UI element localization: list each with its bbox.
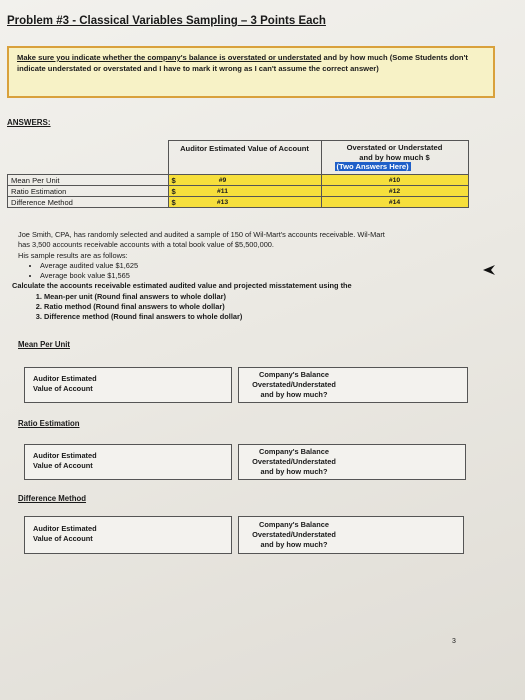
section-heading-mean-per-unit: Mean Per Unit	[18, 340, 70, 349]
table-row	[8, 197, 469, 208]
calculate-instruction: Calculate the accounts receivable estimated audited value and projected misstatement using the	[12, 281, 352, 291]
balance-misstatement-box[interactable]	[238, 444, 466, 480]
row-label: Difference Method	[8, 197, 169, 208]
answer-number: #11	[217, 187, 228, 195]
dollar-sign: $	[168, 175, 185, 186]
row-label: Ratio Estimation	[8, 186, 169, 197]
notice-rest-text: and by how much (Some Students don't indicate understated or overstated and I have to mark it wrong as I can't assume the correct answer)	[17, 53, 468, 73]
box-label: Overstated/Understated	[252, 380, 336, 389]
auditor-value-box[interactable]	[24, 444, 232, 480]
row-label: Mean Per Unit	[8, 175, 169, 186]
table-row	[8, 175, 469, 186]
problem-line: His sample results are as follows:	[18, 250, 128, 260]
box-label: Value of Account	[33, 461, 93, 470]
answer-cell-overstated[interactable]	[321, 175, 468, 186]
header-auditor	[168, 141, 321, 175]
answer-cell-auditor[interactable]	[185, 175, 322, 186]
answer-number: #9	[218, 176, 227, 184]
answer-number: #13	[216, 198, 229, 206]
problem-line: has 3,500 accounts receivable accounts with a total book value of $5,500,000.	[18, 240, 274, 250]
answer-cell-auditor[interactable]	[185, 197, 322, 208]
box-label: Company's Balance	[259, 370, 329, 379]
page-title: Problem #3 - Classical Variables Sampling – 3 Points Each	[7, 15, 326, 27]
balance-misstatement-box[interactable]	[238, 367, 468, 403]
box-label: Overstated/Understated	[252, 530, 336, 539]
list-item: 2. Ratio method (Round final answers to whole dollar)	[44, 302, 508, 312]
header-overstated-line2: and by how much $	[359, 152, 430, 162]
answers-heading: ANSWERS:	[7, 118, 51, 127]
problem-description	[12, 230, 508, 323]
section-heading-ratio-estimation: Ratio Estimation	[18, 419, 80, 428]
problem-line: Joe Smith, CPA, has randomly selected and audited a sample of 150 of Wil-Mart's accounts receivable. Wil-Mart	[18, 230, 385, 239]
header-empty-cell	[8, 141, 169, 175]
mouse-cursor-icon	[482, 264, 496, 276]
box-label: and by how much?	[260, 390, 328, 399]
box-label: Overstated/Understated	[252, 457, 336, 466]
answer-table-header	[8, 141, 469, 175]
list-item: 3. Difference method (Round final answers to whole dollar)	[44, 312, 508, 322]
header-overstated-line1: Overstated or Understated	[346, 143, 443, 152]
notice-underlined-text: Make sure you indicate whether the company's balance is overstated or understated	[17, 53, 322, 62]
box-label: Auditor Estimated	[33, 451, 97, 460]
dollar-sign: $	[168, 186, 185, 197]
sample-results-list	[18, 261, 508, 282]
two-answers-selection: (Two Answers Here)	[336, 162, 409, 171]
answer-cell-auditor[interactable]	[185, 186, 322, 197]
auditor-value-box[interactable]	[24, 516, 232, 554]
balance-misstatement-box[interactable]	[238, 516, 464, 554]
list-item: • Average audited value $1,625	[40, 261, 508, 271]
dollar-sign: $	[168, 197, 185, 208]
answer-number: #14	[388, 198, 401, 206]
header-overstated	[321, 141, 468, 175]
box-label: and by how much?	[260, 540, 328, 549]
method-list	[18, 292, 508, 323]
box-label: Company's Balance	[259, 447, 329, 456]
answer-number: #12	[388, 187, 401, 195]
box-label: Value of Account	[33, 384, 93, 393]
header-auditor-text: Auditor Estimated Value of Account	[180, 144, 309, 153]
instruction-notice	[7, 46, 495, 98]
section-heading-difference-method: Difference Method	[18, 494, 87, 503]
list-item: • Average book value $1,565	[40, 271, 508, 281]
answer-table	[7, 140, 469, 208]
page-number: 3	[452, 638, 456, 645]
box-label: Company's Balance	[259, 520, 329, 529]
box-label: Auditor Estimated	[33, 524, 97, 533]
answer-cell-overstated[interactable]	[321, 197, 468, 208]
answer-number: #10	[388, 176, 401, 184]
table-row	[8, 186, 469, 197]
box-label: Value of Account	[33, 534, 93, 543]
auditor-value-box[interactable]	[24, 367, 232, 403]
box-label: Auditor Estimated	[33, 374, 97, 383]
list-item: 1. Mean-per unit (Round final answers to whole dollar)	[44, 292, 508, 302]
box-label: and by how much?	[260, 467, 328, 476]
answer-cell-overstated[interactable]	[321, 186, 468, 197]
